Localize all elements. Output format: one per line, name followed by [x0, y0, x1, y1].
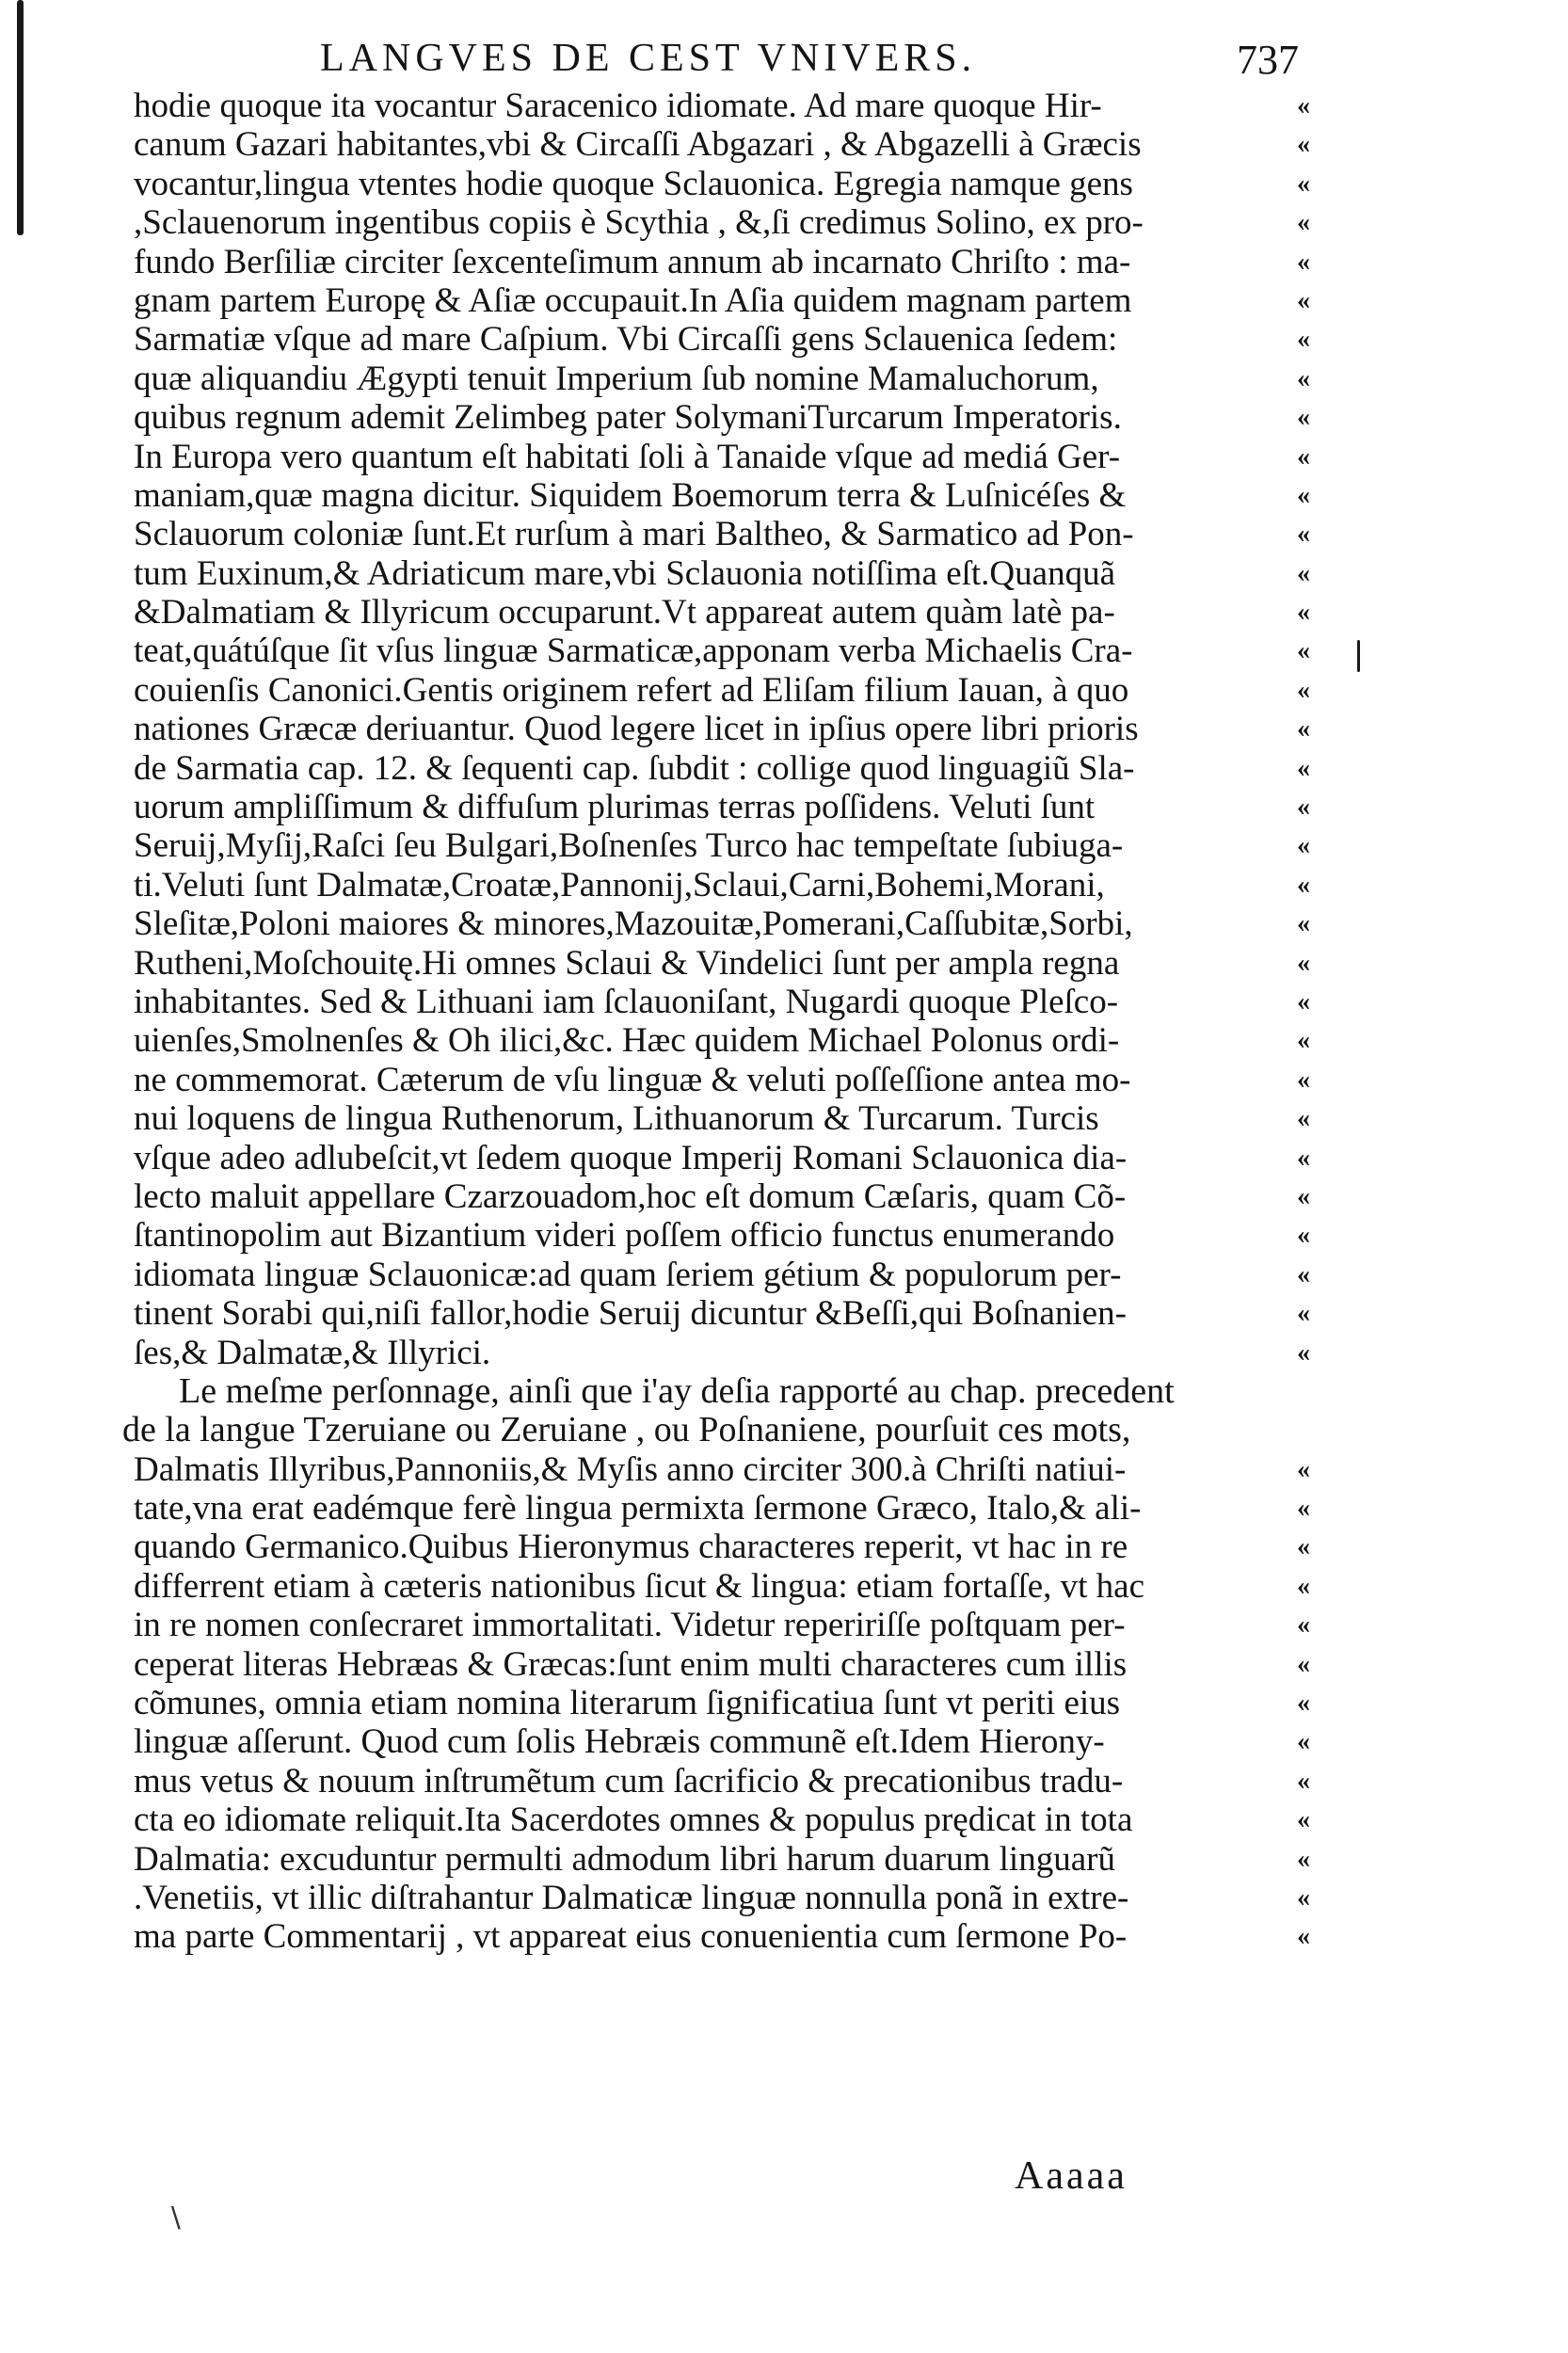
- line-text: idiomata linguæ Sclauonicæ:ad quam ſeriem gétium & populorum per-: [134, 1255, 1122, 1294]
- text-line: [122, 281, 1327, 320]
- line-text: tinent Sorabi qui,niſi fallor,hodie Seruij dicuntur &Beſſi,qui Boſnanien-: [134, 1294, 1127, 1334]
- text-line: [122, 1722, 1327, 1761]
- quotation-mark: «: [1297, 247, 1308, 277]
- text-line: [122, 1177, 1327, 1216]
- quotation-mark: «: [1297, 1727, 1308, 1757]
- quotation-mark: «: [1297, 285, 1308, 315]
- line-text: mus vetus & nouum inſtrumẽtum cum ſacrificio & precationibus tradu-: [134, 1761, 1124, 1801]
- quotation-mark: «: [1297, 208, 1308, 238]
- text-line: [122, 320, 1327, 359]
- text-line: [122, 165, 1327, 203]
- page-number: 737: [1237, 37, 1299, 83]
- quotation-mark: «: [1297, 363, 1308, 393]
- text-line: [122, 1139, 1327, 1177]
- text-line: [122, 788, 1327, 826]
- line-text: linguæ aſſerunt. Quod cum ſolis Hebræis communẽ eſt.Idem Hierony-: [134, 1722, 1105, 1762]
- quotation-mark: «: [1297, 1259, 1308, 1289]
- text-line: [122, 1294, 1327, 1333]
- quotation-mark: «: [1297, 1454, 1308, 1484]
- line-text: uorum ampliſſimum & diffuſum plurimas terras poſſidens. Veluti ſunt: [134, 788, 1096, 827]
- line-text: de la langue Tzeruiane ou Zeruiane , ou Poſnaniene, pourſuit ces mots,: [122, 1410, 1131, 1450]
- line-text: Seruij,Myſij,Raſci ſeu Bulgari,Boſnenſes Turco hac tempeſtate ſubiuga-: [134, 826, 1124, 866]
- text-line: [122, 515, 1327, 553]
- line-text: ma parte Commentarij , vt appareat eius conuenientia cum ſermone Po-: [134, 1917, 1128, 1957]
- quotation-mark: «: [1297, 1532, 1308, 1562]
- line-text: ceperat literas Hebræas & Græcas:ſunt enim multi characteres cum illis: [134, 1644, 1128, 1684]
- line-text: Dalmatis Illyribus,Pannoniis,& Myſis anno circiter 300.à Chriſti natiui-: [134, 1449, 1127, 1489]
- line-text: In Europa vero quantum eſt habitati ſoli à Tanaide vſque ad mediá Ger-: [134, 437, 1121, 476]
- line-text: uienſes,Smolnenſes & Oh ilici,&c. Hæc quidem Michael Polonus ordi-: [134, 1021, 1120, 1061]
- line-text: Sclauorum coloniæ ſunt.Et rurſum à mari Baltheo, & Sarmatico ad Pon-: [134, 515, 1134, 554]
- line-text: vſque adeo adlubeſcit,vt ſedem quoque Imperij Romani Sclauonica dia-: [134, 1138, 1128, 1177]
- text-line: [122, 1801, 1327, 1839]
- line-text: Le meſme perſonnage, ainſi que i'ay deſia rapporté au chap. precedent: [179, 1370, 1175, 1411]
- running-title: LANGVES DE CEST VNIVERS.: [320, 37, 977, 80]
- quotation-mark: «: [1297, 714, 1308, 744]
- quotation-mark: «: [1297, 1299, 1308, 1329]
- quotation-mark: «: [1297, 1221, 1308, 1251]
- line-text: fundo Berſiliæ circiter ſexcenteſimum annum ab incarnato Chriſto : ma-: [134, 242, 1131, 281]
- line-text: in re nomen conſecraret immortalitati. Videtur repeririſſe poſtquam per-: [134, 1606, 1126, 1645]
- text-line: [122, 203, 1327, 242]
- quotation-mark: «: [1297, 1805, 1308, 1835]
- quotation-mark: «: [1297, 636, 1308, 666]
- line-text: maniam,quæ magna dicitur. Siquidem Boemorum terra & Luſnicéſes &: [134, 475, 1127, 515]
- quotation-mark: «: [1297, 1143, 1308, 1173]
- line-text: cta eo idiomate reliquit.Ita Sacerdotes omnes & populus prędicat in tota: [134, 1801, 1133, 1840]
- quotation-mark: «: [1297, 325, 1308, 355]
- line-text: cõmunes, omnia etiam nomina literarum ſignificatiua ſunt vt periti eius: [134, 1684, 1121, 1723]
- line-text: Rutheni,Moſchouitę.Hi omnes Sclaui & Vindelici ſunt per ampla regna: [134, 943, 1120, 983]
- text-line: [122, 944, 1327, 983]
- text-line: [122, 710, 1327, 748]
- text-line: [122, 1256, 1327, 1294]
- line-text: Sleſitæ,Poloni maiores & minores,Mazouitæ,Pomerani,Caſſubitæ,Sorbi,: [134, 904, 1133, 944]
- text-line: [122, 1334, 1327, 1372]
- text-line: [122, 1489, 1327, 1528]
- line-text: ti.Veluti ſunt Dalmatæ,Croatæ,Pannonij,Sclaui,Carni,Bohemi,Morani,: [134, 865, 1105, 904]
- text-line: [122, 1645, 1327, 1684]
- margin-mark: [1357, 640, 1360, 672]
- quotation-mark: «: [1297, 909, 1308, 939]
- quotation-mark: «: [1297, 792, 1308, 823]
- text-line: [122, 398, 1327, 437]
- line-text: ne commemorat. Cæterum de vſu linguæ & veluti poſſeſſione antea mo-: [134, 1060, 1131, 1099]
- line-text: canum Gazari habitantes,vbi & Circaſſi Abgazari , & Abgazelli à Græcis: [134, 125, 1142, 165]
- quotation-mark: «: [1297, 1689, 1308, 1719]
- quotation-mark: «: [1297, 1064, 1308, 1095]
- line-text: inhabitantes. Sed & Lithuani iam ſclauoniſant, Nugardi quoque Pleſco-: [134, 982, 1119, 1021]
- text-line: [122, 1917, 1327, 1956]
- text-line: [122, 1216, 1327, 1255]
- text-line: [122, 438, 1327, 476]
- quotation-mark: «: [1297, 948, 1308, 978]
- text-line: [122, 1528, 1327, 1566]
- line-text: nationes Græcæ deriuantur. Quod legere licet in ipſius opere libri prioris: [134, 710, 1139, 749]
- quotation-mark: «: [1297, 1766, 1308, 1796]
- text-line: [122, 1372, 1327, 1411]
- line-text: couienſis Canonici.Gentis originem refert ad Eliſam filium Iauan, à quo: [134, 670, 1129, 710]
- quotation-mark: «: [1297, 1571, 1308, 1601]
- line-text: vocantur,lingua vtentes hodie quoque Sclauonica. Egregia namque gens: [134, 164, 1133, 203]
- quotation-mark: «: [1297, 520, 1308, 550]
- line-text: de Sarmatia cap. 12. & ſequenti cap. ſubdit : collige quod linguagiũ Sla-: [134, 748, 1135, 788]
- text-line: [122, 476, 1327, 515]
- quotation-mark: «: [1297, 870, 1308, 900]
- text-line: [122, 1762, 1327, 1801]
- text-line: [122, 983, 1327, 1021]
- scan-edge-shadow: [17, 0, 24, 235]
- quotation-mark: «: [1297, 1610, 1308, 1641]
- text-line: [122, 632, 1327, 670]
- quotation-mark: «: [1297, 1882, 1308, 1913]
- quotation-mark: «: [1297, 1104, 1308, 1134]
- line-text: lecto maluit appellare Czarzouadom,hoc eſt domum Cæſaris, quam Cõ-: [134, 1176, 1127, 1216]
- line-text: differrent etiam à cæteris nationibus ſicut & lingua: etiam fortaſſe, vt hac: [134, 1566, 1145, 1606]
- text-line: [122, 1879, 1327, 1917]
- text-line: [122, 1061, 1327, 1099]
- text-line: [122, 904, 1327, 943]
- quotation-mark: «: [1297, 1922, 1308, 1952]
- quotation-mark: «: [1297, 130, 1308, 160]
- quotation-mark: «: [1297, 831, 1308, 861]
- text-line: [122, 1840, 1327, 1879]
- text-line: [122, 593, 1327, 632]
- text-line: [122, 1684, 1327, 1722]
- line-text: teat,quátúſque ſit vſus linguæ Sarmaticæ,apponam verba Michaelis Cra-: [134, 632, 1133, 671]
- text-line: [122, 866, 1327, 904]
- quotation-mark: «: [1297, 1649, 1308, 1679]
- line-text: nui loquens de lingua Ruthenorum, Lithuanorum & Turcarum. Turcis: [134, 1099, 1099, 1139]
- line-text: ſtantinopolim aut Bizantium videri poſſem officio functus enumerando: [134, 1216, 1115, 1256]
- quotation-mark: «: [1297, 403, 1308, 433]
- quotation-mark: «: [1297, 986, 1308, 1016]
- text-line: [122, 360, 1327, 398]
- text-line: [122, 125, 1327, 164]
- quotation-mark: «: [1297, 558, 1308, 588]
- stray-mark: ∖: [166, 2203, 184, 2234]
- quotation-mark: «: [1297, 598, 1308, 628]
- signature-mark: Aaaaa: [1015, 2154, 1128, 2198]
- line-text: ,Sclauenorum ingentibus copiis è Scythia , &,ſi credimus Solino, ex pro-: [134, 203, 1144, 243]
- line-text: hodie quoque ita vocantur Saracenico idiomate. Ad mare quoque Hir-: [134, 87, 1102, 125]
- line-text: .Venetiis, vt illic diſtrahantur Dalmaticæ linguæ nonnulla ponã in extre-: [134, 1878, 1129, 1917]
- quotation-mark: «: [1297, 441, 1308, 472]
- text-line: [122, 749, 1327, 788]
- quotation-mark: «: [1297, 1026, 1308, 1056]
- text-line: [122, 671, 1327, 710]
- quotation-mark: «: [1297, 675, 1308, 705]
- text-line: [122, 1021, 1327, 1060]
- quotation-mark: «: [1297, 1181, 1308, 1211]
- text-line: [122, 554, 1327, 593]
- line-text: tate,vna erat eadémque ferè lingua permixta ſermone Græco, Italo,& ali-: [134, 1489, 1142, 1529]
- quotation-mark: «: [1297, 480, 1308, 510]
- body-text: [122, 87, 1327, 1957]
- text-line: [122, 1567, 1327, 1606]
- quotation-mark: «: [1297, 1494, 1308, 1524]
- text-line: [122, 1411, 1327, 1449]
- line-text: &Dalmatiam & Illyricum occuparunt.Vt appareat autem quàm latè pa-: [134, 593, 1115, 632]
- line-text: quibus regnum ademit Zelimbeg pater SolymaniTurcarum Imperatoris.: [134, 398, 1122, 438]
- quotation-mark: «: [1297, 753, 1308, 783]
- line-text: Dalmatia: excuduntur permulti admodum libri harum duarum linguarũ: [134, 1839, 1115, 1879]
- text-line: [122, 826, 1327, 865]
- text-line: [122, 87, 1327, 125]
- line-text: tum Euxinum,& Adriaticum mare,vbi Sclauonia notiſſima eſt.Quanquã: [134, 553, 1115, 593]
- line-text: gnam partem Europę & Aſiæ occupauit.In Aſia quidem magnam partem: [134, 280, 1132, 320]
- line-text: Sarmatiæ vſque ad mare Caſpium. Vbi Circaſſi gens Sclauenica ſedem:: [134, 320, 1118, 360]
- quotation-mark: «: [1297, 1844, 1308, 1874]
- line-text: quando Germanico.Quibus Hieronymus characteres reperit, vt hac in re: [134, 1528, 1128, 1567]
- line-text: quæ aliquandiu Ægypti tenuit Imperium ſub nomine Mamaluchorum,: [134, 359, 1099, 398]
- quotation-mark: «: [1297, 168, 1308, 199]
- text-line: [122, 1099, 1327, 1138]
- text-line: [122, 1450, 1327, 1489]
- quotation-mark: «: [1297, 1337, 1308, 1368]
- line-text: ſes,& Dalmatæ,& Illyrici.: [134, 1333, 491, 1372]
- quotation-mark: «: [1297, 91, 1308, 120]
- text-line: [122, 243, 1327, 281]
- text-line: [122, 1606, 1327, 1644]
